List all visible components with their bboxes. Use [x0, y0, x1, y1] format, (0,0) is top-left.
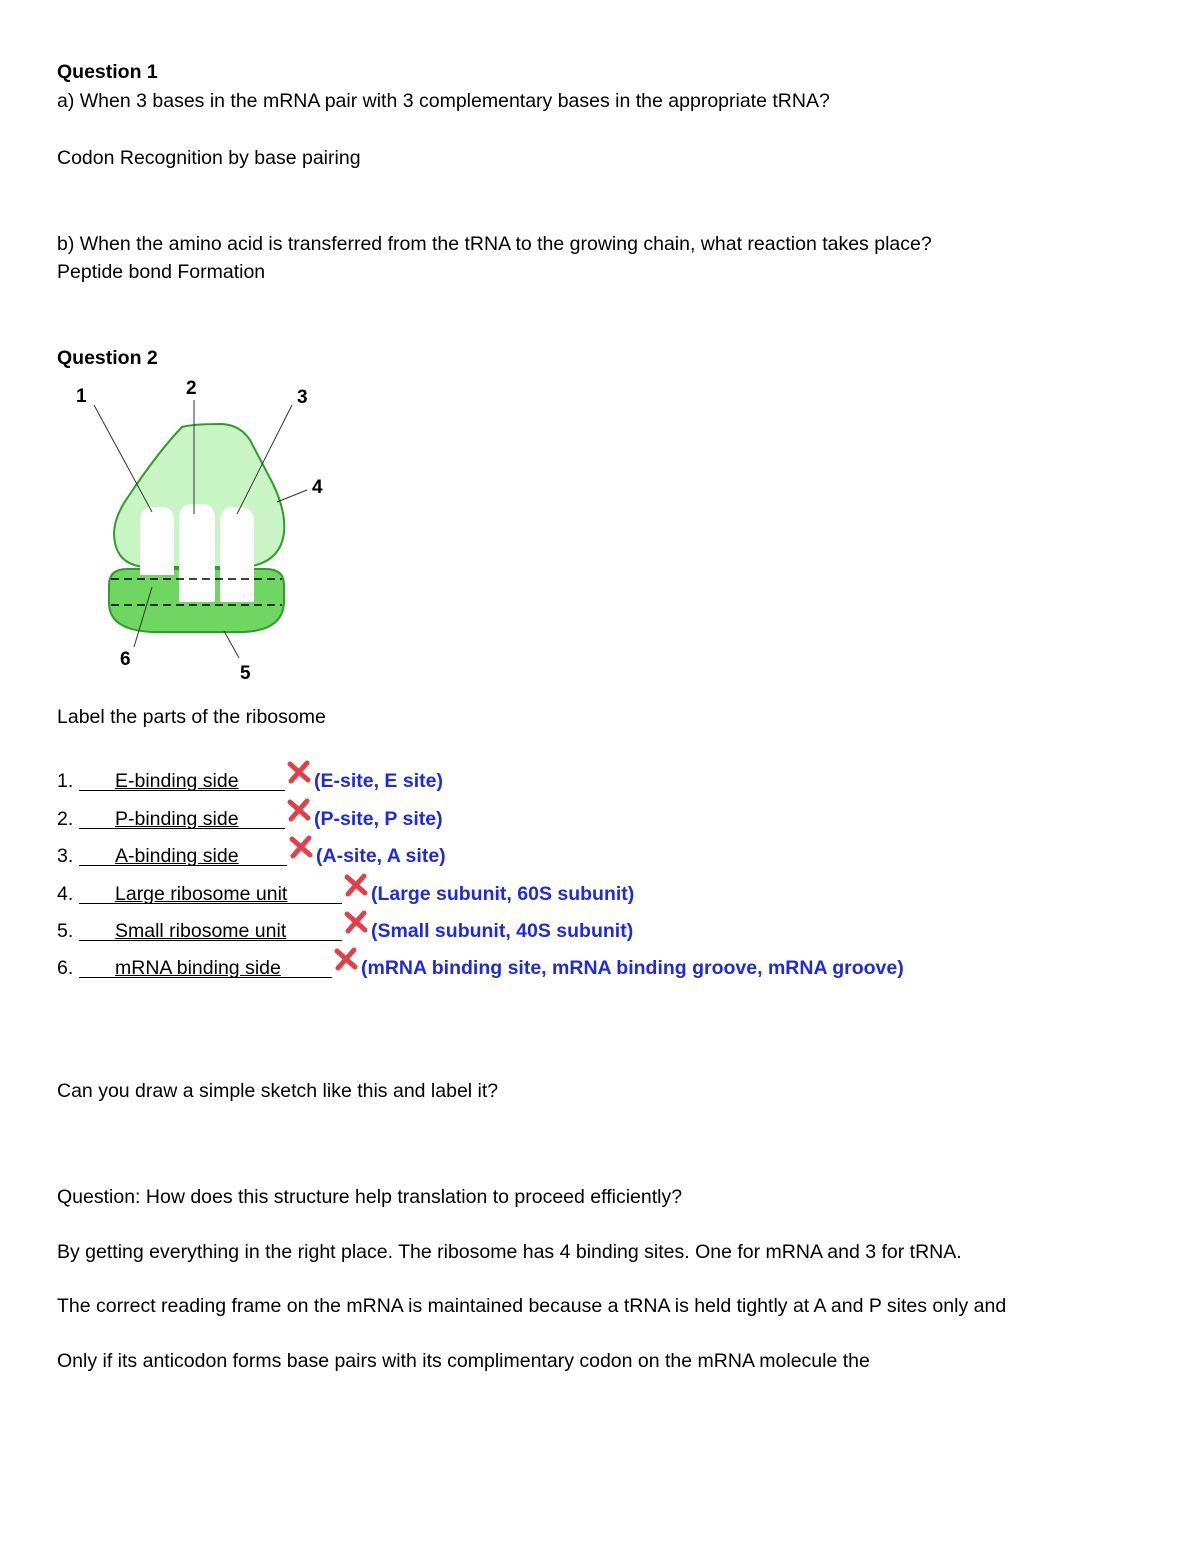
leader-4 [277, 490, 307, 502]
x-mark-icon [286, 759, 312, 785]
correction-text: (E-site, E site) [314, 770, 443, 792]
x-mark-icon [343, 909, 369, 935]
item-number: 2. [57, 808, 74, 830]
answer-text: E-binding side [115, 770, 239, 792]
question-3-line [57, 1185, 682, 1209]
site-e [140, 507, 174, 575]
answer-text: P-binding side [115, 808, 239, 830]
item-number: 3. [57, 845, 74, 867]
answer-blank [79, 768, 285, 791]
answer-text: Large ribosome unit [115, 883, 288, 905]
question-2-heading: Question 2 [57, 347, 158, 369]
answer-text: A-binding side [115, 845, 239, 867]
answer-blank [79, 843, 287, 866]
label-instruction: Label the parts of the ribosome [57, 706, 326, 728]
correction-text: (mRNA binding site, mRNA binding groove, mRNA groove) [361, 957, 904, 979]
sketch-prompt: Can you draw a simple sketch like this and label it? [57, 1080, 499, 1102]
diagram-label-2: 2 [186, 378, 197, 399]
correction-text: (P-site, P site) [314, 808, 443, 830]
diagram-label-4: 4 [312, 477, 323, 498]
item-number: 1. [57, 770, 74, 792]
ribosome-diagram [72, 372, 342, 690]
question-1a-text: a) When 3 bases in the mRNA pair with 3 complementary bases in the appropriate tRNA? [57, 90, 830, 112]
leader-5 [224, 631, 239, 658]
x-mark-icon [288, 834, 314, 860]
answer-blank [79, 881, 342, 904]
item-number: 6. [57, 957, 74, 979]
question-1a-answer: Codon Recognition by base pairing [57, 147, 361, 169]
correction-text: (A-site, A site) [316, 845, 446, 867]
question-1b-text: b) When the amino acid is transferred from the tRNA to the growing chain, what reaction takes place? [57, 233, 932, 255]
question-3-label: Question: [57, 1186, 141, 1208]
correction-text: (Small subunit, 40S subunit) [371, 920, 634, 942]
question-1b-answer: Peptide bond Formation [57, 261, 266, 283]
site-a [220, 507, 254, 602]
answer-blank [79, 955, 332, 978]
diagram-label-3: 3 [297, 387, 308, 408]
item-number: 4. [57, 883, 74, 905]
answer-line-1: By getting everything in the right place. The ribosome has 4 binding sites. One for mRNA and 3 for tRNA. [57, 1241, 962, 1263]
x-mark-icon [343, 872, 369, 898]
correction-text: (Large subunit, 60S subunit) [371, 883, 635, 905]
leader-1 [94, 405, 152, 512]
site-p [179, 504, 215, 602]
diagram-label-6: 6 [120, 649, 131, 670]
question-1-heading: Question 1 [57, 61, 158, 83]
item-number: 5. [57, 920, 74, 942]
x-mark-icon [333, 946, 359, 972]
x-mark-icon [286, 797, 312, 823]
question-3-text: How does this structure help translation to proceed efficiently? [140, 1186, 683, 1208]
answer-blank [79, 806, 285, 829]
answer-text: mRNA binding side [115, 957, 281, 979]
answer-blank [79, 918, 342, 941]
answer-line-2: The correct reading frame on the mRNA is maintained because a tRNA is held tightly at A and P sites only and [57, 1295, 1007, 1317]
diagram-label-1: 1 [76, 386, 87, 407]
answer-text: Small ribosome unit [115, 920, 287, 942]
diagram-label-5: 5 [240, 663, 251, 684]
answer-line-3: Only if its anticodon forms base pairs with its complimentary codon on the mRNA molecule the [57, 1350, 870, 1372]
